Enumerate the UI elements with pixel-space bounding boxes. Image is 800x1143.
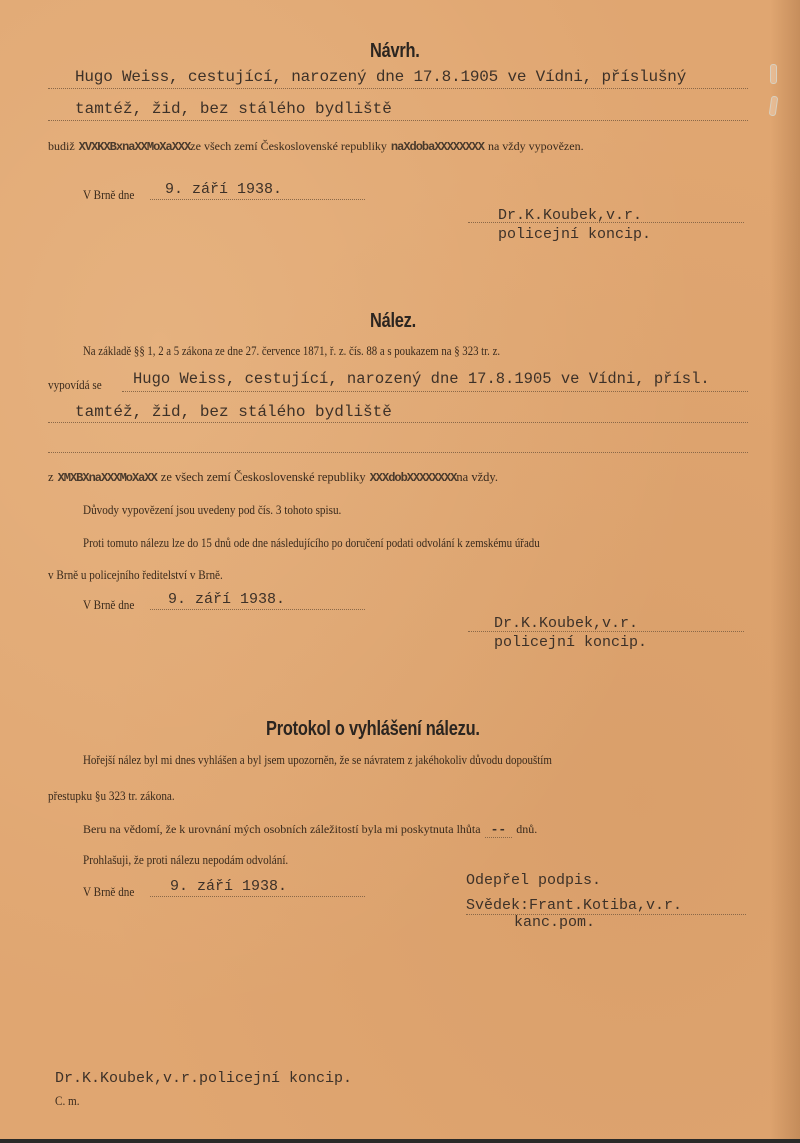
fill-line (150, 609, 365, 610)
fill-line (48, 452, 748, 453)
scan-edge (0, 1139, 800, 1143)
nalez-title: Nález. (370, 310, 416, 332)
protokol-witness-title: kanc.pom. (514, 914, 596, 931)
protokol-refused-signature: Odepřel podpis. (466, 872, 602, 889)
protokol-witness: Svědek:Frant.Kotiba,v.r. (466, 897, 683, 914)
signature-line (466, 914, 746, 915)
nalez-z-line (48, 468, 498, 486)
z-suffix: na vždy. (456, 470, 498, 484)
navrh-title: Návrh. (370, 40, 420, 62)
para2-days-value: -- (485, 822, 513, 838)
z-mid: ze všech zemí Československé republiky (160, 470, 366, 484)
nalez-vypovida-prefix: vypovídá se (48, 377, 102, 392)
navrh-person-line2: tamtéž, žid, bez stálého bydliště (75, 100, 392, 118)
navrh-date-value: 9. září 1938. (165, 181, 283, 198)
fill-line (48, 88, 748, 89)
nalez-person-line2: tamtéž, žid, bez stálého bydliště (75, 403, 392, 421)
footer-signature: Dr.K.Koubek,v.r.policejní koncip. (55, 1070, 353, 1087)
nalez-appeal-line1: Proti tomuto nálezu lze do 15 dnů ode dne následujícího po doručení podati odvolání k zemskému úřadu (83, 535, 540, 550)
footer-cm: C. m. (55, 1093, 80, 1108)
navrh-signature-name: Dr.K.Koubek,v.r. (498, 207, 643, 224)
paper-clip-icon (769, 96, 779, 117)
z-prefix: z (48, 470, 54, 484)
navrh-date-prefix: V Brně dne (83, 187, 135, 202)
protokol-para1-line2: přestupku §u 323 tr. zákona. (48, 788, 175, 803)
protokol-para3: Prohlašuji, že proti nálezu nepodám odvolání. (83, 852, 289, 867)
nalez-person-line1: Hugo Weiss, cestující, narozený dne 17.8.1905 ve Vídni, přísl. (133, 370, 710, 388)
protokol-date-prefix: V Brně dne (83, 884, 135, 899)
nalez-basis: Na základě §§ 1, 2 a 5 zákona ze dne 27. července 1871, ř. z. čís. 88 a s poukazem na § 323 tr. z. (83, 343, 501, 358)
budiz-suffix: na vždy vypovězen. (487, 139, 584, 153)
fill-line (150, 199, 365, 200)
protokol-para2 (83, 820, 537, 838)
protokol-date-value: 9. září 1938. (170, 878, 288, 895)
para2-suffix: dnů. (516, 822, 538, 836)
nalez-date-prefix: V Brně dne (83, 597, 135, 612)
navrh-signature-title: policejní koncip. (498, 226, 652, 243)
paper-clip-icon (770, 64, 777, 84)
protokol-title: Protokol o vyhlášení nálezu. (266, 718, 480, 740)
crossed-out-text: naXdobaXXXXXXXX (390, 140, 484, 154)
fill-line (48, 422, 748, 423)
nalez-signature-title: policejní koncip. (494, 634, 648, 651)
fill-line (150, 896, 365, 897)
fill-line (122, 391, 748, 392)
nalez-reasons: Důvody vypovězení jsou uvedeny pod čís. 3 tohoto spisu. (83, 502, 342, 517)
fill-line (48, 120, 748, 121)
navrh-person-line1: Hugo Weiss, cestující, narozený dne 17.8.1905 ve Vídni, příslušný (75, 68, 687, 86)
protokol-para1-line1: Hořejší nález byl mi dnes vyhlášen a byl jsem upozorněn, že se návratem z jakéhokoliv důvodu dopouštím (83, 752, 552, 767)
budiz-mid: ze všech zemí Československé republiky (190, 139, 387, 153)
crossed-out-text: XXXdobXXXXXXXX (369, 471, 457, 485)
nalez-appeal-line2: v Brně u policejního ředitelství v Brně. (48, 567, 223, 582)
navrh-budiz-line (48, 137, 584, 155)
crossed-out-text: XMXBXnaXXXMoXaXX (57, 471, 157, 485)
crossed-out-text: XVXKXBxnaXXMoXaXXX (78, 140, 191, 154)
nalez-signature-name: Dr.K.Koubek,v.r. (494, 615, 639, 632)
nalez-date-value: 9. září 1938. (168, 591, 286, 608)
para2-prefix: Beru na vědomí, že k urovnání mých osobních záležitostí byla mi poskytnuta lhůta (83, 822, 481, 836)
budiz-prefix: budiž (48, 139, 75, 153)
